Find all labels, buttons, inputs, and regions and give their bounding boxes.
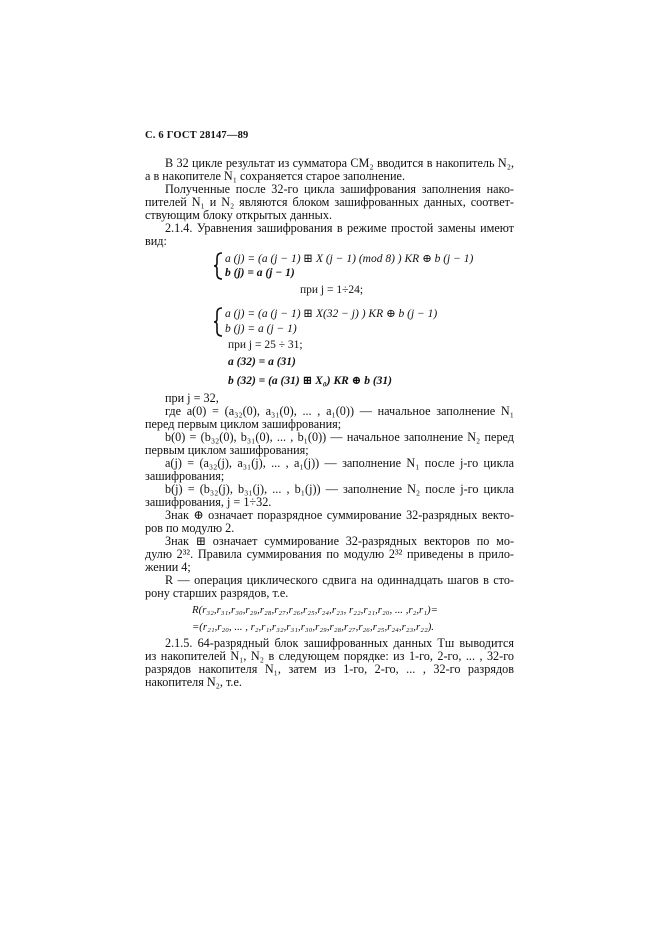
equation-line: b (32) = (a (31) ⊞ X₀) KR ⊕ b (31) (228, 375, 392, 387)
text-line: 2.1.4. Уравнения зашифрования в режиме простой замены имеют (165, 221, 514, 235)
text-line: накопителя N₂, т.е. (145, 675, 242, 689)
text-line: Знак ⊕ означает поразрядное суммирование 32-разрядных векто- (165, 508, 514, 522)
text-line: первым циклом зашифрования; (145, 443, 309, 457)
text-line: Знак ⊞ означает суммирование 32-разрядных векторов по мо- (165, 534, 514, 548)
equation-line: b (j) = a (j − 1) (225, 323, 297, 335)
text-line: дулю 2³². Правила суммирования по модулю 2³² приведены в прило- (145, 547, 514, 561)
text-line: рону старших разрядов, т.е. (145, 586, 289, 600)
equation-brace-1 (213, 252, 223, 280)
equation-line: =(r₂₁,r₂₀, ... , r₂,r₁,r₃₂,r₃₁,r₃₀,r₂₉,r₂₈,r₂₇,r₂₆,r₂₅,r₂₄,r₂₃,r₂₂). (192, 621, 434, 633)
equation-condition: при j = 1÷24; (300, 284, 364, 296)
equation-line: a (j) = (a (j − 1) ⊞ X(32 − j) ) KR ⊕ b (j − 1) (225, 308, 438, 320)
text-line: разрядов накопителя N₁, затем из 1-го, 2-го, ... , 32-го разрядов (145, 662, 514, 676)
equation-brace-2 (213, 307, 223, 337)
text-line: ров по модулю 2. (145, 521, 235, 535)
text-line: при j = 32, (165, 391, 219, 405)
text-line: из накопителей N₁, N₂ в следующем порядке: из 1-го, 2-го, ... , 32-го (145, 649, 514, 663)
text-line: 2.1.5. 64-разрядный блок зашифрованных данных Tш выводится (165, 636, 514, 650)
page-header: С. 6 ГОСТ 28147—89 (145, 130, 249, 141)
equation-line: a (32) = a (31) (228, 356, 296, 368)
text-line: a(j) = (a₃₂(j), a₃₁(j), ... , a₁(j)) — заполнение N₁ после j-го цикла (165, 456, 514, 470)
text-line: R — операция циклического сдвига на одиннадцать шагов в сто- (165, 573, 514, 587)
text-line: пителей N₁ и N₂ являются блоком зашифрованных данных, соответ- (145, 195, 514, 209)
text-line: жении 4; (145, 560, 191, 574)
equation-line: b (j) = a (j − 1) (225, 267, 295, 279)
text-line: вид: (145, 234, 167, 248)
text-line: зашифрования; (145, 469, 225, 483)
text-line: В 32 цикле результат из сумматора CM₂ вводится в накопитель N₂, (165, 156, 514, 170)
text-line: Полученные после 32-го цикла зашифрования заполнения нако- (165, 182, 514, 196)
text-line: перед первым циклом зашифрования; (145, 417, 342, 431)
text-line: b(0) = (b₃₂(0), b₃₁(0), ... , b₁(0)) — начальное заполнение N₂ перед (165, 430, 514, 444)
text-line: зашифрования, j = 1÷32. (145, 495, 272, 509)
equation-condition: при j = 25 ÷ 31; (228, 339, 303, 351)
text-line: а в накопителе N₁ сохраняется старое заполнение. (145, 169, 405, 183)
equation-line: a (j) = (a (j − 1) ⊞ X (j − 1) (mod 8) ) KR ⊕ b (j − 1) (225, 253, 474, 265)
equation-line: R(r₃₂,r₃₁,r₃₀,r₂₉,r₂₈,r₂₇,r₂₆,r₂₅,r₂₄,r₂₃, r₂₂,r₂₁,r₂₀, ... ,r₂,r₁)= (192, 604, 438, 616)
text-line: где a(0) = (a₃₂(0), a₃₁(0), ... , a₁(0)) — начальное заполнение N₁ (165, 404, 514, 418)
text-line: b(j) = (b₃₂(j), b₃₁(j), ... , b₁(j)) — заполнение N₂ после j-го цикла (165, 482, 514, 496)
text-line: ствующим блоку открытых данных. (145, 208, 333, 222)
